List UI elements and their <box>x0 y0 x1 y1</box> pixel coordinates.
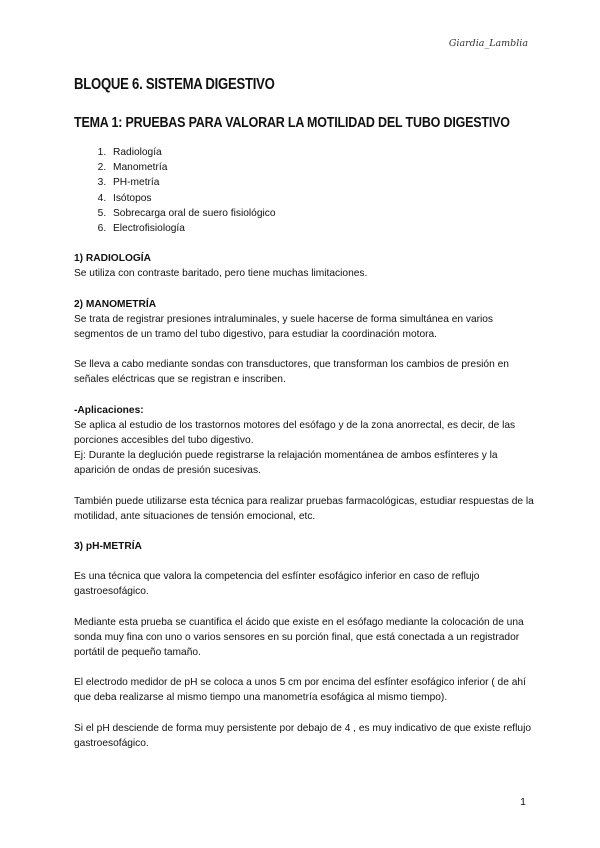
table-of-contents <box>74 145 534 236</box>
section-phmetria <box>74 539 534 751</box>
page-number: 1 <box>520 796 526 808</box>
section-heading: 3) pH-METRÍA <box>74 541 142 553</box>
section-heading: 1) RADIOLOGÍA <box>74 253 151 265</box>
author-watermark: Giardia_Lamblia <box>448 38 528 49</box>
paragraph: Mediante esta prueba se cuantifica el ácido que existe en el esófago mediante la colocación de una sonda muy fina con uno o varios sensores en su porción final, que está conectada a un registrador portátil de pequeño tamaño. <box>74 616 524 659</box>
paragraph: Se aplica al estudio de los trastornos motores del esófago y de la zona anorrectal, es decir, de las porciones accesibles del tubo digestivo. <box>74 419 516 447</box>
section-manometria <box>74 297 534 524</box>
toc-item: 5. Sobrecarga oral de suero fisiológico <box>109 206 534 221</box>
subsection-heading: -Aplicaciones: <box>74 404 144 416</box>
toc-item: 2. Manometría <box>109 160 534 175</box>
paragraph: El electrodo medidor de pH se coloca a unos 5 cm por encima del esfínter esofágico inferior ( de ahí que deba realizarse al mismo tiempo una manometría esofágica al mismo tiempo). <box>74 677 526 704</box>
paragraph: Se utiliza con contraste baritado, pero tiene muchas limitaciones. <box>74 268 368 280</box>
toc-item: 4. Isótopos <box>109 191 534 206</box>
paragraph: Ej: Durante la deglución puede registrarse la relajación momentánea de ambos esfínteres y la aparición de ondas de presión sucesivas. <box>74 450 498 477</box>
paragraph: Es una técnica que valora la competencia del esfínter esofágico inferior en caso de reflujo gastroesofágico. <box>74 571 480 598</box>
section-radiologia <box>74 251 534 281</box>
paragraph: Se lleva a cabo mediante sondas con transductores, que transforman los cambios de presión en señales eléctricas que se registran e inscriben. <box>74 359 509 386</box>
tema-title: TEMA 1: PRUEBAS PARA VALORAR LA MOTILIDAD DEL TUBO DIGESTIVO <box>74 115 510 131</box>
toc-item: 3. PH-metría <box>109 175 534 190</box>
document-body <box>74 74 534 751</box>
paragraph: También puede utilizarse esta técnica para realizar pruebas farmacológicas, estudiar respuestas de la motilidad, ante situaciones de tensión emocional, etc. <box>74 495 534 522</box>
toc-item: 1. Radiología <box>109 145 534 160</box>
paragraph: Se trata de registrar presiones intraluminales, y suele hacerse de forma simultánea en varios segmentos de un tramo del tubo digestivo, para estudiar la coordinación motora. <box>74 313 494 341</box>
paragraph: Si el pH desciende de forma muy persistente por debajo de 4 , es muy indicativo de que existe reflujo gastroesofágico. <box>74 722 531 749</box>
toc-item: 6. Electrofisiología <box>109 221 534 236</box>
block-title: BLOQUE 6. SISTEMA DIGESTIVO <box>74 76 275 93</box>
section-heading: 2) MANOMETRÍA <box>74 298 157 310</box>
